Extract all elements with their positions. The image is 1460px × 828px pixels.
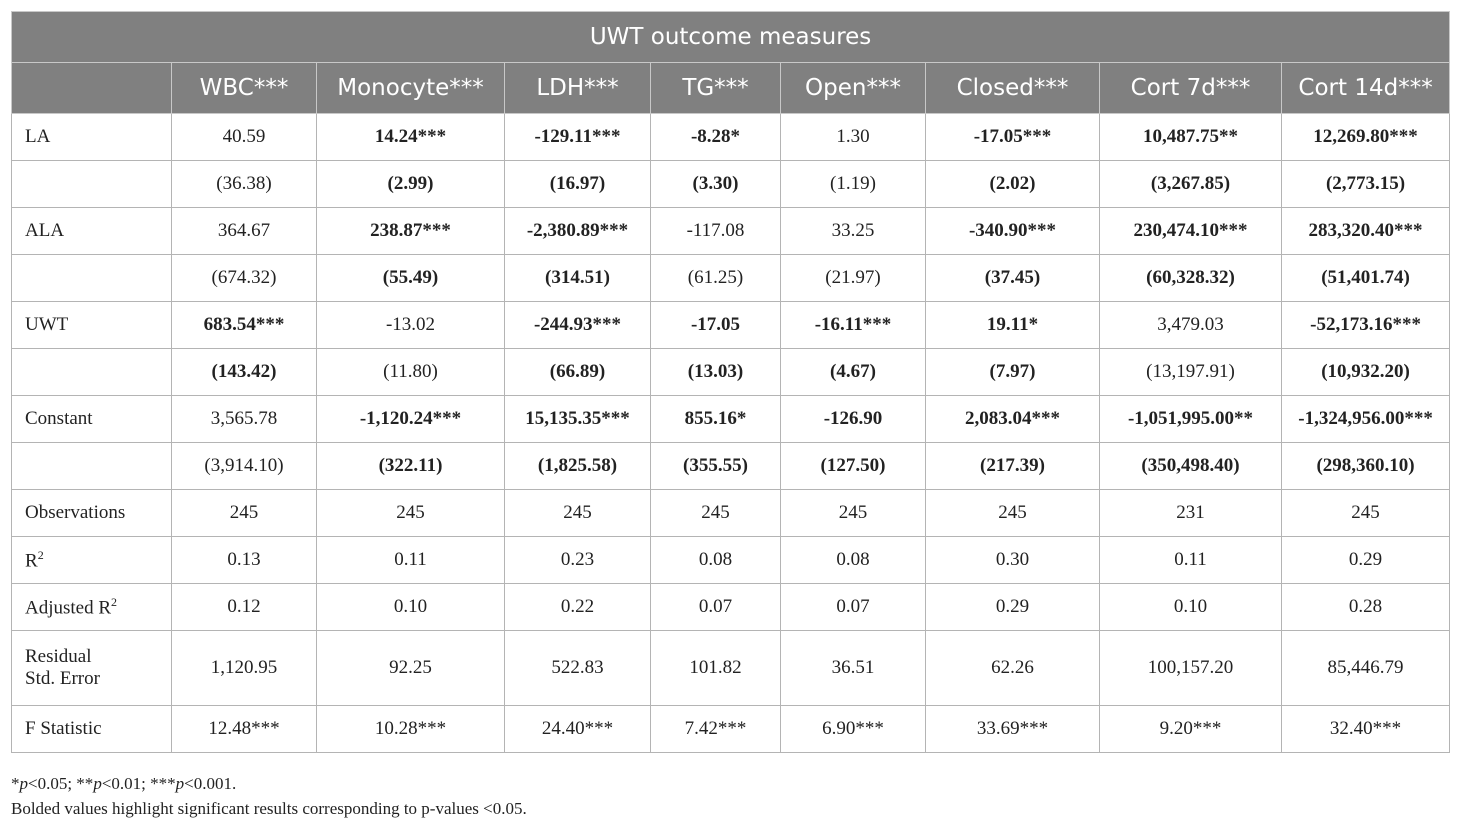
table-cell: (127.50) <box>781 443 926 490</box>
table-cell: (7.97) <box>926 349 1100 396</box>
table-cell: 7.42*** <box>651 706 781 753</box>
table-cell: 10.28*** <box>317 706 505 753</box>
table-cell: (13.03) <box>651 349 781 396</box>
table-cell: (217.39) <box>926 443 1100 490</box>
row-label: LA <box>12 114 172 161</box>
table-row <box>12 161 1450 208</box>
adjusted-r2-label: Adjusted $R^2$ <box>12 584 172 631</box>
table-cell: (16.97) <box>505 161 651 208</box>
table-cell: -340.90*** <box>926 208 1100 255</box>
table-cell: (4.67) <box>781 349 926 396</box>
table-cell: 32.40*** <box>1282 706 1450 753</box>
table-cell: -129.11*** <box>505 114 651 161</box>
table-cell: -1,120.24*** <box>317 396 505 443</box>
table-cell: 15,135.35*** <box>505 396 651 443</box>
table-cell: 522.83 <box>505 631 651 706</box>
table-cell: (11.80) <box>317 349 505 396</box>
table-cell: 14.24*** <box>317 114 505 161</box>
table-cell: 0.30 <box>926 537 1100 584</box>
table-cell: 0.07 <box>651 584 781 631</box>
table-cell: 6.90*** <box>781 706 926 753</box>
table-cell: (143.42) <box>172 349 317 396</box>
row-label: Constant <box>12 396 172 443</box>
table-cell: 0.28 <box>1282 584 1450 631</box>
table-cell: -8.28* <box>651 114 781 161</box>
table-cell: 12,269.80*** <box>1282 114 1450 161</box>
table-cell: 3,565.78 <box>172 396 317 443</box>
table-cell: -126.90 <box>781 396 926 443</box>
table-cell: 9.20*** <box>1100 706 1282 753</box>
table-cell: 1,120.95 <box>172 631 317 706</box>
adjusted-r2-row <box>12 584 1450 631</box>
table-cell: (2.02) <box>926 161 1100 208</box>
table-footnotes <box>11 771 527 821</box>
table-cell: 40.59 <box>172 114 317 161</box>
row-label: ALA <box>12 208 172 255</box>
table-cell: (3,267.85) <box>1100 161 1282 208</box>
table-cell: (36.38) <box>172 161 317 208</box>
residual-label: Residual Std. Error <box>12 631 172 706</box>
header-row <box>12 63 1450 114</box>
f-statistic-row <box>12 706 1450 753</box>
column-header: Closed*** <box>926 63 1100 114</box>
table-cell: (51,401.74) <box>1282 255 1450 302</box>
table-cell: (1,825.58) <box>505 443 651 490</box>
table-cell: 245 <box>651 490 781 537</box>
row-label: UWT <box>12 302 172 349</box>
column-header: LDH*** <box>505 63 651 114</box>
table-cell: 238.87*** <box>317 208 505 255</box>
table-cell: (355.55) <box>651 443 781 490</box>
column-header: Open*** <box>781 63 926 114</box>
bold-note: Bolded values highlight significant results corresponding to p-values <0.05. <box>11 799 527 818</box>
table-cell: 683.54*** <box>172 302 317 349</box>
table-cell: 10,487.75** <box>1100 114 1282 161</box>
table-cell: -117.08 <box>651 208 781 255</box>
table-cell: -244.93*** <box>505 302 651 349</box>
table-cell: (61.25) <box>651 255 781 302</box>
table-row <box>12 349 1450 396</box>
row-label <box>12 443 172 490</box>
table-cell: 0.13 <box>172 537 317 584</box>
table-cell: 230,474.10*** <box>1100 208 1282 255</box>
table-cell: 33.25 <box>781 208 926 255</box>
table-cell: -1,324,956.00*** <box>1282 396 1450 443</box>
column-header: Cort 7d*** <box>1100 63 1282 114</box>
table-cell: (2.99) <box>317 161 505 208</box>
table-cell: 0.29 <box>926 584 1100 631</box>
row-label <box>12 255 172 302</box>
table-cell: 85,446.79 <box>1282 631 1450 706</box>
column-header: WBC*** <box>172 63 317 114</box>
table-cell: 0.23 <box>505 537 651 584</box>
table-cell: -17.05*** <box>926 114 1100 161</box>
table-cell: 245 <box>505 490 651 537</box>
table-cell: (3.30) <box>651 161 781 208</box>
table-cell: (37.45) <box>926 255 1100 302</box>
r2-row <box>12 537 1450 584</box>
table-cell: -2,380.89*** <box>505 208 651 255</box>
table-cell: 245 <box>172 490 317 537</box>
table-cell: 0.22 <box>505 584 651 631</box>
table-cell: 92.25 <box>317 631 505 706</box>
column-header: TG*** <box>651 63 781 114</box>
f-statistic-label: F Statistic <box>12 706 172 753</box>
table-row <box>12 114 1450 161</box>
table-cell: 36.51 <box>781 631 926 706</box>
table-row <box>12 396 1450 443</box>
table-cell: 0.29 <box>1282 537 1450 584</box>
table-cell: -52,173.16*** <box>1282 302 1450 349</box>
table-cell: 855.16* <box>651 396 781 443</box>
table-cell: 245 <box>926 490 1100 537</box>
column-header: Cort 14d*** <box>1282 63 1450 114</box>
table-cell: 1.30 <box>781 114 926 161</box>
table-cell: 0.07 <box>781 584 926 631</box>
table-cell: 19.11* <box>926 302 1100 349</box>
table-cell: 3,479.03 <box>1100 302 1282 349</box>
row-label <box>12 161 172 208</box>
table-cell: 245 <box>781 490 926 537</box>
table-cell: 231 <box>1100 490 1282 537</box>
r2-label: $R^2$ <box>12 537 172 584</box>
table-cell: (55.49) <box>317 255 505 302</box>
table-body <box>12 114 1450 753</box>
table-cell: 0.12 <box>172 584 317 631</box>
table-cell: 0.10 <box>1100 584 1282 631</box>
table-row <box>12 208 1450 255</box>
table-cell: 0.08 <box>651 537 781 584</box>
table-cell: (13,197.91) <box>1100 349 1282 396</box>
table-cell: -1,051,995.00** <box>1100 396 1282 443</box>
table-cell: (10,932.20) <box>1282 349 1450 396</box>
table-cell: 0.11 <box>317 537 505 584</box>
table-cell: 283,320.40*** <box>1282 208 1450 255</box>
header-empty-cell <box>12 63 172 114</box>
table-cell: (322.11) <box>317 443 505 490</box>
table-cell: 12.48*** <box>172 706 317 753</box>
table-cell: 364.67 <box>172 208 317 255</box>
table-cell: 100,157.20 <box>1100 631 1282 706</box>
results-table-container <box>11 11 1449 753</box>
table-cell: -17.05 <box>651 302 781 349</box>
table-cell: -16.11*** <box>781 302 926 349</box>
results-table <box>11 11 1450 753</box>
table-cell: (350,498.40) <box>1100 443 1282 490</box>
table-cell: 33.69*** <box>926 706 1100 753</box>
table-cell: 24.40*** <box>505 706 651 753</box>
table-cell: -13.02 <box>317 302 505 349</box>
table-cell: 0.08 <box>781 537 926 584</box>
table-cell: 101.82 <box>651 631 781 706</box>
table-cell: (298,360.10) <box>1282 443 1450 490</box>
table-cell: 62.26 <box>926 631 1100 706</box>
table-cell: (3,914.10) <box>172 443 317 490</box>
table-cell: 0.10 <box>317 584 505 631</box>
row-label <box>12 349 172 396</box>
table-cell: 2,083.04*** <box>926 396 1100 443</box>
residual-std-error-row <box>12 631 1450 706</box>
table-row <box>12 490 1450 537</box>
table-cell: (314.51) <box>505 255 651 302</box>
table-cell: (674.32) <box>172 255 317 302</box>
table-cell: (1.19) <box>781 161 926 208</box>
row-label: Observations <box>12 490 172 537</box>
table-cell: (21.97) <box>781 255 926 302</box>
table-cell: (2,773.15) <box>1282 161 1450 208</box>
table-cell: (66.89) <box>505 349 651 396</box>
table-row <box>12 255 1450 302</box>
table-cell: 245 <box>317 490 505 537</box>
table-row <box>12 443 1450 490</box>
table-cell: 0.11 <box>1100 537 1282 584</box>
table-title: UWT outcome measures <box>12 12 1450 63</box>
table-cell: (60,328.32) <box>1100 255 1282 302</box>
significance-note: *p<0.05; **p<0.01; ***p<0.001. <box>11 774 237 793</box>
table-cell: 245 <box>1282 490 1450 537</box>
column-header: Monocyte*** <box>317 63 505 114</box>
table-row <box>12 302 1450 349</box>
